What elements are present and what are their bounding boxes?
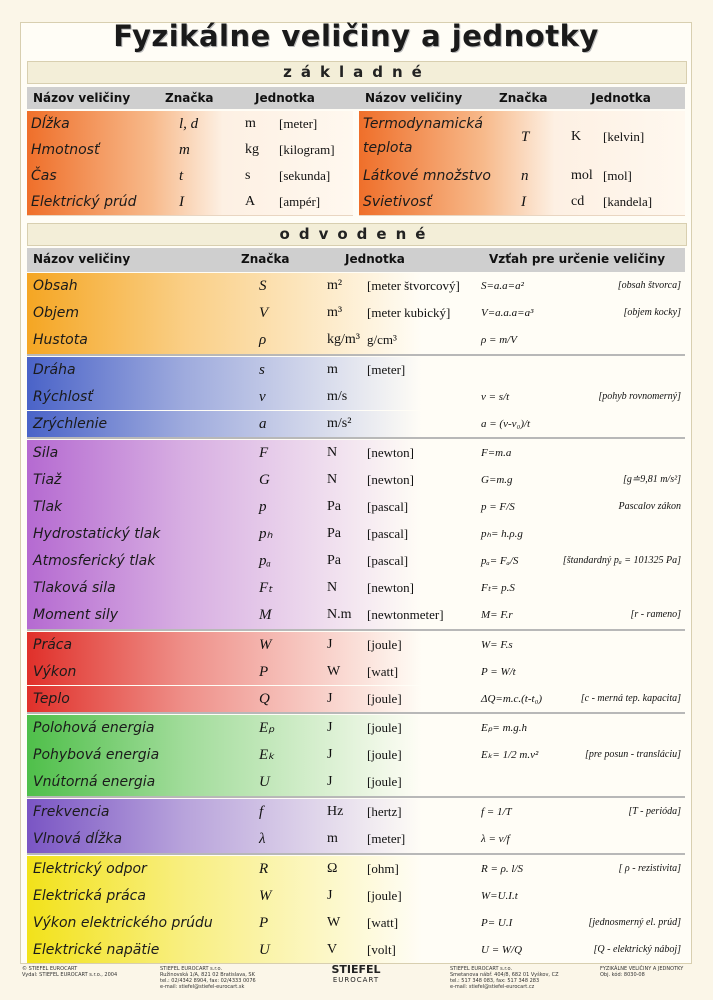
derived-unit: Ω [327, 860, 338, 876]
derived-symbol: pₕ [259, 526, 273, 543]
derived-name: Atmosferický tlak [33, 553, 156, 569]
derived-note: [jednosmerný el. prúd] [588, 916, 681, 928]
derived-name: Výkon [33, 663, 77, 680]
group-divider [27, 629, 685, 631]
derived-formula: W= F.s [481, 638, 513, 651]
basic-band: základné [27, 61, 687, 84]
basic-header-unit-left: Jednotka [255, 91, 315, 105]
derived-row [27, 384, 685, 411]
derived-unit: N [327, 445, 338, 461]
group-divider [27, 437, 685, 439]
basic-header-name-left: Názov veličiny [33, 91, 131, 105]
derived-name: Tiaž [33, 472, 62, 489]
derived-unit: V [327, 941, 338, 957]
basic-unit: mol [571, 168, 593, 183]
derived-unit-name: [newton] [367, 445, 414, 461]
derived-row [27, 467, 685, 494]
derived-row [27, 575, 685, 602]
derived-note: [T - perióda] [628, 806, 681, 818]
derived-formula: S=a.a=a² [481, 280, 524, 292]
basic-unit: A [245, 194, 256, 209]
derived-symbol: V [259, 304, 269, 321]
basic-symbol: t [179, 168, 184, 184]
footer-product: FYZIKÁLNE VELIČINY A JEDNOTKY Obj. kód: 8030-08 [600, 966, 684, 978]
derived-unit: kg/m³ [327, 331, 360, 347]
derived-name: Hustota [33, 331, 88, 348]
derived-name: Objem [33, 304, 80, 321]
derived-note: [ ρ - rezistivita] [618, 862, 681, 874]
derived-name: Práca [33, 636, 73, 653]
derived-unit-name: [joule] [367, 887, 402, 903]
derived-formula: P = W/t [481, 665, 516, 678]
footer-copyright: © STIEFEL EUROCART Vydal: STIEFEL EUROCART s.r.o., 2004 [22, 966, 118, 978]
basic-unit-name: [kilogram] [279, 142, 335, 157]
derived-row [27, 357, 685, 384]
derived-formula: F=m.a [481, 447, 512, 460]
derived-unit-name: [meter štvorcový] [367, 278, 460, 293]
derived-unit-name: [meter] [367, 361, 406, 377]
derived-name: Tlak [33, 499, 63, 516]
derived-formula: Eₖ= 1/2 m.v² [481, 749, 539, 762]
basic-symbol: I [521, 194, 526, 210]
derived-name: Frekvencia [33, 804, 110, 821]
derived-unit-name: [joule] [367, 690, 402, 706]
basic-name: Látkové množstvo [363, 168, 491, 184]
footer-address-sk: STIEFEL EUROCART s.r.o. Ružinovská 1/A, 821 02 Bratislava, SK tel.: 02/4342 8904, fax: 02/4333 0076 e-mail: stiefel@stiefel-eurocart.sk [160, 966, 256, 990]
derived-note: [r - rameno] [630, 608, 681, 620]
derived-unit: m³ [327, 304, 343, 320]
derived-name: Sila [33, 445, 59, 462]
basic-unit: m [245, 116, 256, 131]
derived-name: Moment sily [33, 606, 119, 623]
derived-header [27, 248, 685, 272]
derived-row [27, 856, 685, 883]
derived-row [27, 602, 685, 629]
basic-unit: s [245, 168, 251, 183]
derived-unit-name: [joule] [367, 747, 402, 763]
derived-symbol: W [259, 887, 272, 904]
derived-symbol: Q [259, 690, 270, 707]
derived-formula: a = (v-v₀)/t [481, 417, 531, 430]
derived-formula: G=m.g [481, 474, 513, 487]
derived-name: Dráha [33, 361, 76, 378]
derived-row [27, 300, 685, 327]
basic-unit-name: [ampér] [279, 194, 321, 209]
derived-symbol: s [259, 361, 265, 378]
derived-row [27, 742, 685, 769]
derived-row [27, 411, 685, 438]
derived-formula: P= U.I [481, 916, 513, 929]
derived-header-formula: Vzťah pre určenie veličiny [489, 252, 666, 266]
derived-unit-name: [pascal] [367, 526, 409, 542]
derived-unit-name: [joule] [367, 720, 402, 736]
basic-name: Dĺžka [31, 116, 70, 132]
derived-unit: J [327, 887, 333, 903]
derived-row [27, 521, 685, 548]
derived-note: [obsah štvorca] [617, 280, 681, 291]
derived-row [27, 769, 685, 796]
derived-unit-name: [watt] [367, 663, 399, 679]
derived-symbol: P [259, 663, 269, 680]
derived-symbol: W [259, 636, 272, 653]
basic-header-name-right: Názov veličiny [365, 91, 463, 105]
brand-logo [316, 964, 396, 986]
derived-symbol: G [259, 472, 270, 489]
derived-symbol: Eₚ [259, 720, 275, 737]
derived-symbol: ρ [259, 331, 267, 348]
derived-row [27, 686, 685, 713]
derived-unit-name: [newton] [367, 472, 414, 488]
derived-unit: Pa [327, 526, 341, 542]
derived-unit-name: [newton] [367, 579, 414, 595]
derived-unit: N [327, 579, 338, 595]
derived-note: [objem kocky] [623, 306, 681, 318]
derived-unit-name: [hertz] [367, 804, 402, 820]
basic-name: Čas [31, 168, 57, 184]
derived-row [27, 548, 685, 575]
poster-sheet [20, 19, 692, 964]
derived-row [27, 883, 685, 910]
basic-row-left [27, 163, 353, 190]
derived-row [27, 659, 685, 686]
derived-symbol: P [259, 914, 269, 931]
derived-header-symbol: Značka [241, 252, 290, 266]
basic-unit: cd [571, 194, 585, 209]
derived-row [27, 937, 685, 964]
derived-unit-name: [volt] [367, 941, 396, 957]
derived-unit: J [327, 747, 333, 763]
derived-name: Zrýchlenie [33, 415, 108, 432]
derived-formula: U = W/Q [481, 943, 523, 956]
basic-unit-name: [sekunda] [279, 168, 331, 183]
basic-row-left [27, 111, 353, 138]
derived-name: Obsah [33, 278, 78, 294]
derived-name: Elektrický odpor [33, 860, 147, 877]
page-title: Fyzikálne veličiny a jednotky [113, 19, 599, 53]
basic-row-right [359, 163, 685, 190]
derived-formula: R = ρ. l/S [481, 862, 524, 875]
derived-unit-name: [joule] [367, 774, 402, 790]
derived-formula: Fₜ= p.S [481, 581, 515, 594]
derived-name: Vnútorná energia [33, 774, 156, 791]
basic-symbol: I [179, 194, 184, 210]
derived-unit-name: [meter kubický] [367, 304, 451, 320]
derived-name: Vlnová dĺžka [33, 831, 123, 847]
derived-unit: m/s [327, 388, 348, 404]
derived-note: [štandardný pₐ = 101325 Pa] [562, 555, 681, 566]
derived-name: Teplo [33, 690, 70, 707]
derived-symbol: a [259, 415, 267, 432]
derived-symbol: Eₖ [259, 747, 275, 764]
derived-unit: J [327, 774, 333, 790]
brand-name: STIEFEL [331, 963, 381, 976]
basic-unit-name: [mol] [603, 168, 632, 183]
basic-symbol: n [521, 168, 529, 184]
derived-name: Elektrická práca [33, 887, 146, 904]
derived-unit-name: [newtonmeter] [367, 606, 444, 622]
derived-formula: V=a.a.a=a³ [481, 306, 534, 319]
derived-unit: m² [327, 278, 343, 293]
derived-note: [pohyb rovnomerný] [598, 390, 681, 402]
footer-address-cz: STIEFEL EUROCART s.r.o. Smetanova nábř. 404/8, 682 01 Vyškov, CZ tel.: 517 348 083, fax: 517 348 283 e-mail: stiefel@stiefel-eurocart.cz [450, 966, 559, 990]
derived-symbol: F [259, 445, 269, 462]
derived-symbol: U [259, 941, 270, 958]
derived-unit: Pa [327, 553, 341, 568]
derived-unit: J [327, 690, 333, 706]
derived-formula: pₐ= Fₐ/S [481, 555, 519, 567]
derived-note: [g≐9,81 m/s²] [622, 474, 681, 486]
basic-header-symbol-left: Značka [165, 91, 214, 105]
basic-unit-name: [kandela] [603, 194, 653, 209]
derived-row [27, 632, 685, 659]
derived-unit: J [327, 636, 333, 652]
derived-symbol: f [259, 804, 264, 821]
derived-note: [Q - elektrický náboj] [593, 943, 681, 955]
basic-unit-name: [kelvin] [603, 129, 645, 144]
derived-name: Polohová energia [33, 720, 155, 737]
derived-note: Pascalov zákon [618, 501, 681, 513]
derived-row [27, 799, 685, 826]
derived-band: odvodené [27, 223, 687, 246]
derived-row [27, 273, 685, 300]
derived-unit-name: [meter] [367, 831, 406, 846]
basic-row-right [359, 111, 685, 164]
derived-header-unit: Jednotka [345, 252, 405, 266]
basic-unit: kg [245, 142, 259, 157]
basic-symbol: l, d [179, 116, 199, 132]
derived-row [27, 715, 685, 742]
derived-unit: N [327, 472, 338, 488]
derived-note: [c - merná tep. kapacita] [580, 692, 681, 704]
derived-symbol: pₐ [259, 553, 271, 569]
basic-unit: K [571, 129, 582, 144]
derived-symbol: M [259, 606, 272, 623]
group-divider [27, 712, 685, 714]
derived-unit: W [327, 914, 341, 930]
derived-unit-name: [joule] [367, 636, 402, 652]
basic-name: Termodynamická [363, 116, 483, 132]
derived-unit-name: [pascal] [367, 499, 409, 515]
derived-name: Tlaková sila [33, 579, 116, 596]
derived-symbol: v [259, 388, 266, 405]
derived-row [27, 440, 685, 467]
basic-symbol: m [179, 142, 190, 158]
group-divider [27, 796, 685, 798]
derived-unit-name: [pascal] [367, 553, 409, 568]
basic-symbol: T [521, 129, 530, 145]
basic-header-symbol-right: Značka [499, 91, 548, 105]
group-divider [27, 853, 685, 855]
basic-name: Hmotnosť [31, 142, 100, 158]
group-divider [27, 354, 685, 356]
basic-row-right [359, 189, 685, 216]
derived-unit: J [327, 720, 333, 736]
basic-name-line2: teplota [363, 140, 413, 156]
brand-sub: EUROCART [332, 976, 380, 984]
derived-unit: N.m [327, 606, 352, 622]
derived-symbol: Fₜ [259, 579, 273, 596]
derived-formula: ΔQ=m.c.(t-t₀) [481, 692, 543, 705]
derived-unit: Hz [327, 804, 344, 820]
derived-formula: λ = v/f [481, 833, 510, 845]
basic-header-unit-right: Jednotka [591, 91, 651, 105]
derived-header-name: Názov veličiny [33, 252, 131, 266]
derived-formula: pₕ= h.ρ.g [481, 528, 523, 541]
derived-row [27, 494, 685, 521]
derived-symbol: R [259, 860, 269, 877]
derived-name: Pohybová energia [33, 747, 160, 764]
basic-name: Elektrický prúd [31, 194, 137, 210]
basic-row-left [27, 137, 353, 164]
derived-name: Hydrostatický tlak [33, 526, 161, 543]
derived-formula: M= F.r [481, 608, 513, 621]
derived-formula: W=U.I.t [481, 889, 518, 902]
derived-row [27, 327, 685, 354]
derived-note: [pre posun - transláciu] [584, 749, 681, 761]
derived-formula: Eₚ= m.g.h [481, 722, 528, 735]
derived-symbol: S [259, 278, 267, 294]
derived-name: Výkon elektrického prúdu [33, 914, 213, 931]
derived-formula: f = 1/T [481, 806, 512, 819]
derived-unit: m [327, 831, 338, 846]
derived-name: Elektrické napätie [33, 941, 160, 958]
derived-symbol: p [259, 499, 267, 516]
derived-unit: Pa [327, 499, 341, 515]
derived-unit: m [327, 361, 338, 377]
basic-name: Svietivosť [363, 194, 432, 210]
derived-unit-name: g/cm³ [367, 331, 397, 347]
derived-name: Rýchlosť [33, 388, 93, 405]
basic-header [27, 87, 685, 109]
derived-symbol: U [259, 774, 270, 791]
derived-formula: ρ = m/V [481, 333, 517, 346]
basic-unit-name: [meter] [279, 116, 318, 131]
derived-unit: m/s² [327, 415, 352, 431]
derived-formula: p = F/S [481, 501, 515, 514]
derived-row [27, 826, 685, 853]
derived-unit-name: [watt] [367, 914, 399, 930]
basic-row-left [27, 189, 353, 216]
derived-symbol: λ [259, 831, 266, 847]
derived-formula: v = s/t [481, 390, 510, 403]
derived-unit: W [327, 663, 341, 679]
derived-unit-name: [ohm] [367, 860, 399, 876]
derived-row [27, 910, 685, 937]
